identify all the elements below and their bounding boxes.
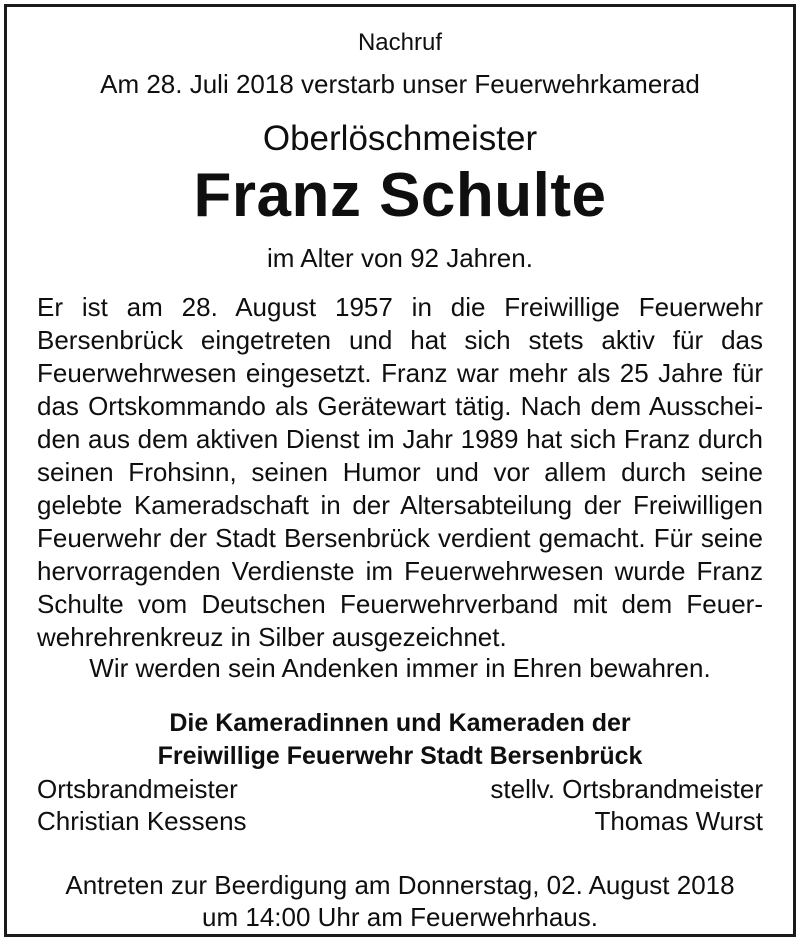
signer-left-name: Christian Kessens — [37, 806, 247, 836]
remembrance-line: Wir werden sein Andenken immer in Ehren bewahren. — [89, 653, 711, 683]
organization-line-2: Freiwillige Feuerwehr Stadt Bersenbrück — [157, 742, 643, 770]
signer-left — [37, 773, 247, 837]
signer-right — [490, 773, 763, 837]
bio-line: wehrehrenkreuz in Silber ausgezeichnet. — [37, 622, 507, 652]
rank-title: Oberlöschmeister — [262, 119, 538, 158]
bio-line: Er ist am 28. August 1957 in die Freiwillige Feuerwehr — [37, 292, 763, 322]
funeral-line-1: Antreten zur Beerdigung am Donnerstag, 02. August 2018 — [65, 870, 735, 900]
age-line: im Alter von 92 Jahren. — [267, 243, 533, 273]
bio-line: Bersenbrück eingetreten und hat sich stets aktiv für das — [37, 325, 763, 355]
bio-line: das Ortskommando als Gerätewart tätig. Nach dem Ausschei- — [37, 391, 763, 421]
bio-line: seinen Frohsinn, seinen Humor und vor allem durch seine — [37, 457, 763, 487]
notice-frame — [4, 4, 796, 937]
organization-block — [37, 707, 763, 773]
intro-line: Am 28. Juli 2018 verstarb unser Feuerwehrkamerad — [100, 69, 700, 99]
bio-line: gelebte Kameradschaft in der Altersabteilung der Freiwilligen — [37, 490, 763, 520]
bio-line: Feuerwehr der Stadt Bersenbrück verdient gemacht. Für seine — [37, 523, 763, 553]
bio-line: Feuerwehrwesen eingesetzt. Franz war mehr als 25 Jahre für — [37, 358, 763, 388]
funeral-info — [37, 869, 763, 933]
notice-heading: Nachruf — [357, 29, 443, 56]
deceased-name: Franz Schulte — [193, 161, 607, 230]
signer-right-name: Thomas Wurst — [594, 806, 763, 836]
signer-left-title: Ortsbrandmeister — [37, 774, 238, 804]
organization-line-1: Die Kameradinnen und Kameraden der — [169, 709, 631, 737]
funeral-line-2: um 14:00 Uhr am Feuerwehrhaus. — [202, 902, 598, 932]
bio-line: den aus dem aktiven Dienst im Jahr 1989 hat sich Franz durch — [37, 424, 763, 454]
biography — [37, 291, 763, 654]
bio-line: hervorragenden Verdienste im Feuerwehrwesen wurde Franz — [37, 556, 763, 586]
signer-right-title: stellv. Ortsbrandmeister — [490, 774, 763, 804]
bio-line: Schulte vom Deutschen Feuerwehrverband mit dem Feuer- — [37, 589, 763, 619]
